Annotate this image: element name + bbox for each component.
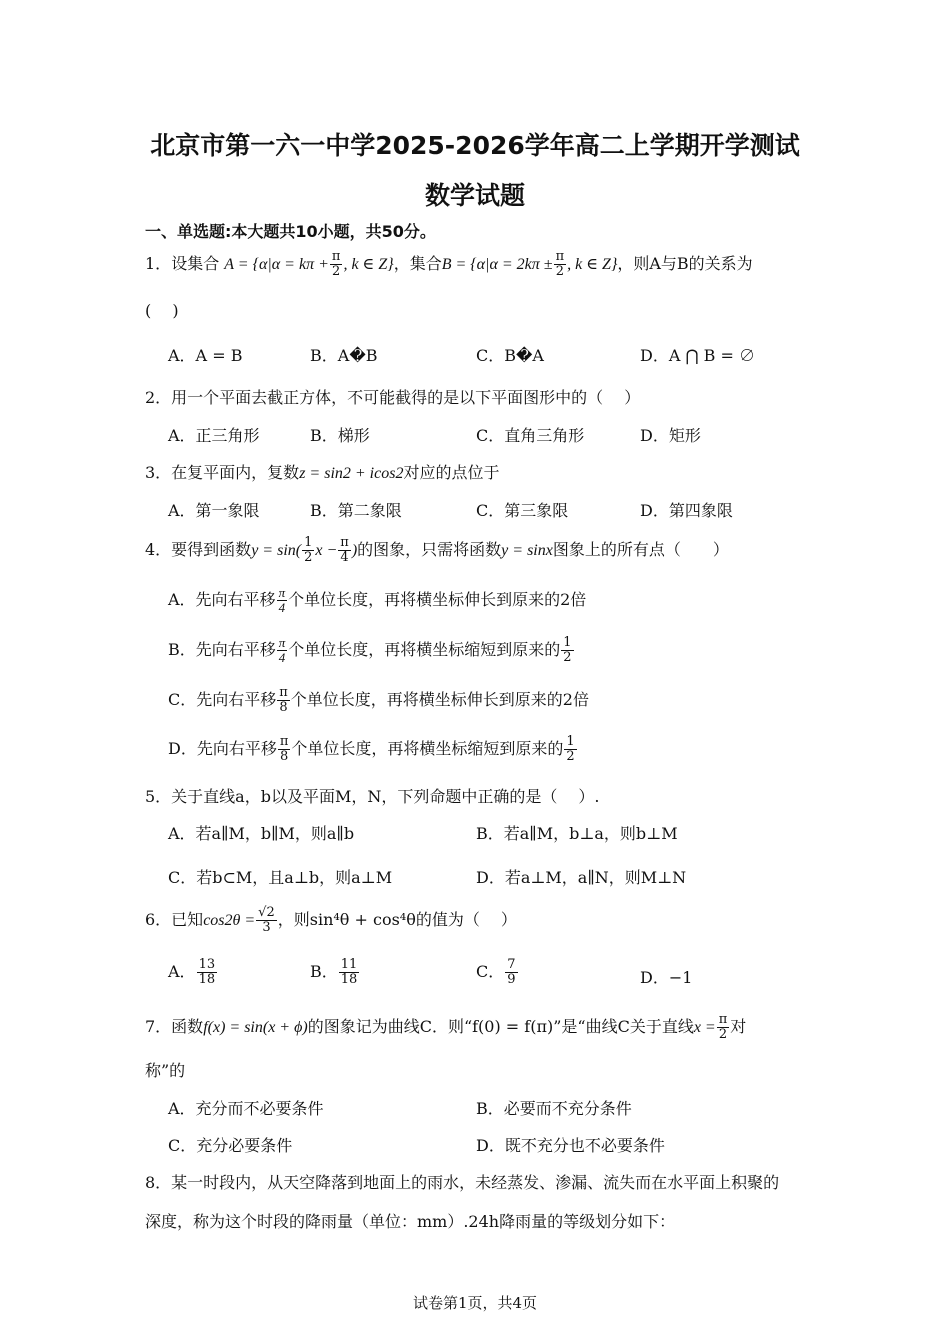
q5-option-d: D．若a⊥M，a∥N，则M⊥N xyxy=(476,868,687,887)
q7-pre: 7．函数 xyxy=(145,1017,204,1036)
q1-fraction-b: $\frac{\pi}{2}$ xyxy=(555,249,565,279)
q1-number: 1． xyxy=(145,254,172,273)
q4-mid: 的图象，只需将函数 xyxy=(357,540,502,559)
q7-option-d: D．既不充分也不必要条件 xyxy=(476,1136,665,1155)
q5-option-a: A．若a∥M，b∥M，则a∥b xyxy=(168,824,355,843)
q7-option-a: A．充分而不必要条件 xyxy=(168,1099,324,1118)
q6-option-d: D．−1 xyxy=(640,968,693,987)
q1-mid: ，集合 xyxy=(393,254,442,273)
q3-option-b: B．第二象限 xyxy=(310,501,402,520)
q6-post: ，则sin⁴θ + cos⁴θ的值为（ ） xyxy=(277,910,517,929)
q7-tail: 对 xyxy=(730,1017,747,1036)
q7-line2: 称”的 xyxy=(145,1061,186,1080)
q7-func: f(x) = sin(x + ϕ) xyxy=(203,1019,308,1036)
q3-pre: 3．在复平面内，复数 xyxy=(145,463,300,482)
q1-option-a: A．A = B xyxy=(168,346,243,365)
q1-option-b: B．A�B xyxy=(310,346,378,365)
question-2: 2．用一个平面去截正方体，不可能截得的是以下平面图形中的（ ） xyxy=(145,388,641,407)
q6-frac: $\frac{√2}{3}$ xyxy=(258,905,275,935)
q7-option-c: C．充分必要条件 xyxy=(168,1136,293,1155)
q6-expr: cos2θ = xyxy=(203,912,256,929)
q2-option-b: B．梯形 xyxy=(310,426,370,445)
q4-func: y = sin( xyxy=(251,542,302,559)
page-footer: 试卷第1页，共4页 xyxy=(412,1294,538,1312)
q4-pre: 4．要得到函数 xyxy=(145,540,252,559)
question-4 xyxy=(145,536,729,565)
q5-option-b: B．若a∥M，b⊥a，则b⊥M xyxy=(476,824,678,843)
q6-option-b: B． $\frac{11}{18}$ xyxy=(310,957,358,987)
question-5: 5．关于直线a，b以及平面M，N，下列命题中正确的是（ ）. xyxy=(145,787,600,806)
q6-option-c: C． $\frac{7}{9}$ xyxy=(476,957,516,987)
section-heading: 一、单选题:本大题共10小题，共50分。 xyxy=(145,222,436,241)
q7-mid: 的图象记为曲线C．则“f(0) = f(π)”是“曲线C关于直线 xyxy=(307,1017,694,1036)
q1-paren: ( ) xyxy=(145,301,179,320)
q4-func-2: y = sinx xyxy=(501,542,553,559)
q1-setB-end: , k ∈ Z} xyxy=(567,256,618,273)
question-8: 8．某一时段内，从天空降落到地面上的雨水，未经蒸发、渗漏、流失而在水平面上积聚的 xyxy=(145,1173,780,1192)
q6-pre: 6．已知 xyxy=(145,910,204,929)
q3-option-d: D．第四象限 xyxy=(640,501,733,520)
q3-post: 对应的点位于 xyxy=(403,463,500,482)
question-1 xyxy=(145,250,753,279)
q4-frac-2: $\frac{\pi}{4}$ xyxy=(340,535,349,565)
q1-text: 设集合 xyxy=(171,254,220,273)
q7-option-b: B．必要而不充分条件 xyxy=(476,1099,632,1118)
q7-xeq: x = xyxy=(693,1019,716,1036)
q4-option-d: D．先向右平移 $\frac{\pi}{8}$ 个单位长度，再将横坐标缩短到原来的 $\frac{1}{2}$ xyxy=(168,734,575,764)
q1-setA: A = {α|α = kπ + xyxy=(224,256,329,273)
q8-line2: 深度，称为这个时段的降雨量（单位：mm）.24h降雨量的等级划分如下： xyxy=(145,1212,676,1231)
q4-option-b: B．先向右平移 $\frac{\pi}{4}$ 个单位长度，再将横坐标缩短到原来的 $\frac{1}{2}$ xyxy=(168,635,572,665)
q1-fraction: $\frac{\pi}{2}$ xyxy=(331,249,341,279)
exam-subtitle: 数学试题 xyxy=(424,181,525,210)
q2-option-d: D．矩形 xyxy=(640,426,701,445)
question-3 xyxy=(145,460,499,483)
exam-title: 北京市第一六一中学2025-2026学年高二上学期开学测试 xyxy=(150,131,800,160)
q4-post: 图象上的所有点（ ） xyxy=(552,540,729,559)
q1-setA-end: , k ∈ Z} xyxy=(343,256,394,273)
q3-option-a: A．第一象限 xyxy=(168,501,260,520)
q5-option-c: C．若b⊂M，且a⊥b，则a⊥M xyxy=(168,868,393,887)
q1-option-d: D．A ⋂ B = ∅ xyxy=(640,346,756,365)
q1-tail: ，则A与B的关系为 xyxy=(617,254,753,273)
q4-option-a: A．先向右平移 $\frac{\pi}{4}$ 个单位长度，再将横坐标伸长到原来的2倍 xyxy=(168,585,587,615)
q3-expr: z = sin2 + icos2 xyxy=(299,465,404,482)
q4-close: ) xyxy=(351,542,358,559)
question-6 xyxy=(145,906,517,935)
q1-option-c: C．B�A xyxy=(476,346,544,365)
q1-setB: B = {α|α = 2kπ ± xyxy=(441,256,553,273)
q7-frac: $\frac{\pi}{2}$ xyxy=(718,1012,728,1042)
q4-frac-1: $\frac{1}{2}$ xyxy=(304,535,313,565)
q2-option-c: C．直角三角形 xyxy=(476,426,585,445)
question-7 xyxy=(145,1013,746,1042)
q3-option-c: C．第三象限 xyxy=(476,501,569,520)
q4-x: x − xyxy=(315,542,338,559)
q2-option-a: A．正三角形 xyxy=(168,426,260,445)
q4-option-c: C．先向右平移 $\frac{\pi}{8}$ 个单位长度，再将横坐标伸长到原来的2倍 xyxy=(168,685,589,715)
q6-option-a: A． $\frac{13}{18}$ xyxy=(168,957,216,987)
